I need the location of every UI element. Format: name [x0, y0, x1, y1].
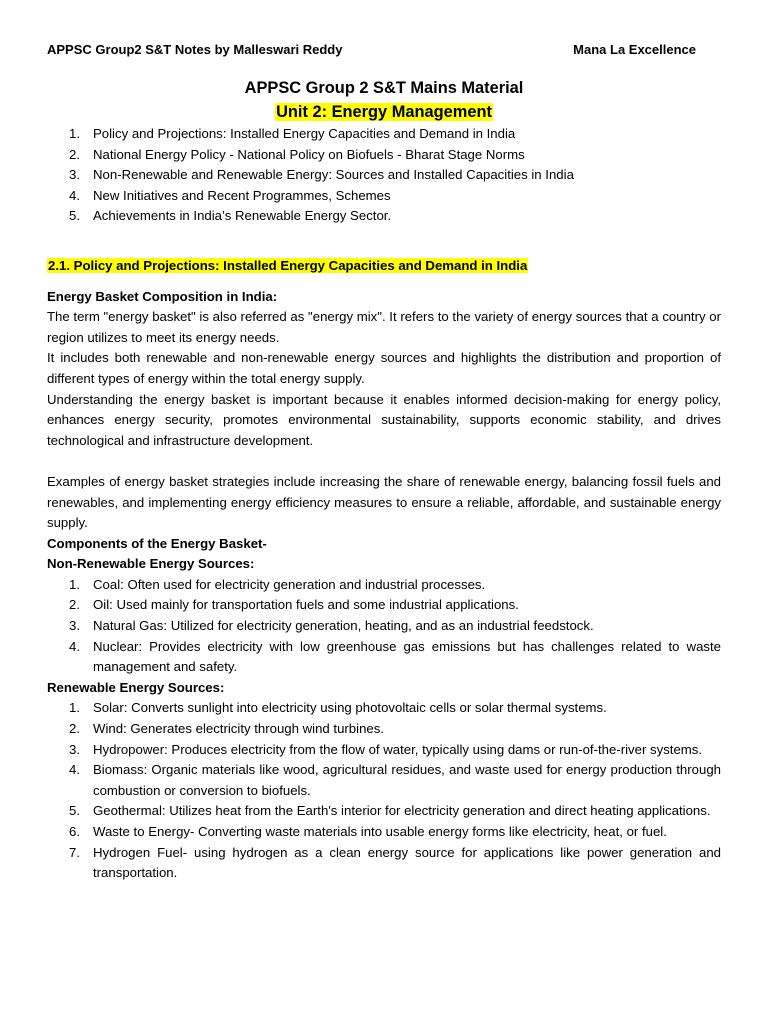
list-item-number: 3.	[69, 741, 80, 757]
list-item	[47, 575, 721, 596]
list-item	[47, 801, 721, 822]
list-item	[47, 760, 721, 801]
paragraph-gap	[47, 451, 721, 472]
list-item-text: Oil: Used mainly for transportation fuels and some industrial applications.	[93, 597, 519, 613]
toc-item-number: 1.	[69, 126, 80, 141]
non-renewable-list	[47, 575, 721, 678]
list-item-text: Natural Gas: Utilized for electricity generation, heating, and as an industrial feedstock.	[93, 618, 594, 634]
header-right: Mana La Excellence	[573, 42, 696, 57]
toc-item	[47, 165, 721, 186]
toc-list	[47, 124, 721, 227]
renewable-heading: Renewable Energy Sources:	[47, 679, 225, 695]
energy-basket-heading: Energy Basket Composition in India:	[47, 288, 278, 304]
unit-title: Unit 2: Energy Management	[276, 103, 492, 121]
energy-basket-paragraph-4: Examples of energy basket strategies include increasing the share of renewable energy, balancing fossil fuels and renewables, and implementing energy efficiency measures to ensure a reliable, affordable, and sustainable energy supply.	[47, 473, 721, 531]
list-item	[47, 637, 721, 678]
non-renewable-heading: Non-Renewable Energy Sources:	[47, 556, 255, 572]
list-item-number: 6.	[69, 824, 80, 839]
energy-basket-paragraph-2: It includes both renewable and non-renewable energy sources and highlights the distribution and proportion of different types of energy within the total energy supply.	[47, 350, 721, 386]
list-item	[47, 595, 721, 616]
toc-item-text: New Initiatives and Recent Programmes, Schemes	[93, 187, 391, 203]
list-item-text: Biomass: Organic materials like wood, agricultural residues, and waste used for energy production through combustion or conversion to biofuels.	[93, 762, 721, 798]
list-item-text: Wind: Generates electricity through wind turbines.	[93, 721, 384, 737]
header-left: APPSC Group2 S&T Notes by Malleswari Reddy	[47, 42, 343, 57]
toc-item	[47, 145, 721, 166]
toc-item-number: 5.	[69, 208, 80, 224]
list-item-text: Hydrogen Fuel- using hydrogen as a clean energy source for applications like power generation and transportation.	[93, 844, 721, 881]
list-item-text: Nuclear: Provides electricity with low greenhouse gas emissions but has challenges related to waste management and safety.	[93, 638, 721, 675]
toc-item	[47, 206, 721, 227]
list-item-number: 3.	[69, 618, 80, 634]
list-item	[47, 843, 721, 884]
list-item	[47, 719, 721, 740]
energy-basket-paragraph-3: Understanding the energy basket is important because it enables informed decision-making for energy policy, enhances energy security, promotes environmental sustainability, supports economic stability, and drives technological and infrastructure development.	[47, 391, 721, 448]
toc-item-number: 4.	[69, 187, 80, 203]
page-header	[47, 40, 721, 60]
toc-item	[47, 186, 721, 207]
unit-title-wrap	[47, 101, 721, 123]
list-item-text: Hydropower: Produces electricity from the flow of water, typically using dams or run-of-the-river systems.	[93, 741, 703, 757]
list-item-number: 5.	[69, 803, 80, 819]
list-item-number: 2.	[69, 597, 80, 613]
list-item-number: 7.	[69, 844, 80, 860]
components-heading: Components of the Energy Basket-	[47, 535, 267, 551]
list-item-number: 4.	[69, 638, 80, 654]
list-item	[47, 740, 721, 761]
toc-item-text: Policy and Projections: Installed Energy Capacities and Demand in India	[93, 126, 516, 141]
list-item-number: 4.	[69, 762, 80, 778]
list-item-text: Solar: Converts sunlight into electricity using photovoltaic cells or solar thermal systems.	[93, 700, 607, 716]
energy-basket-paragraph-1: The term "energy basket" is also referred as "energy mix". It refers to the variety of energy sources that a country or region utilizes to meet its energy needs.	[47, 309, 721, 345]
list-item-text: Waste to Energy- Converting waste materials into usable energy forms like electricity, heat, or fuel.	[93, 824, 667, 839]
toc-item	[47, 124, 721, 145]
section-heading: 2.1. Policy and Projections: Installed Energy Capacities and Demand in India	[48, 257, 528, 273]
list-item	[47, 822, 721, 843]
section-heading-wrap	[47, 256, 721, 277]
renewable-list	[47, 698, 721, 883]
list-item	[47, 616, 721, 637]
toc-item-text: National Energy Policy - National Policy on Biofuels - Bharat Stage Norms	[93, 146, 525, 162]
list-item-text: Coal: Often used for electricity generation and industrial processes.	[93, 576, 486, 592]
toc-item-text: Non-Renewable and Renewable Energy: Sources and Installed Capacities in India	[93, 167, 574, 183]
document-page	[47, 40, 721, 884]
toc-item-text: Achievements in India’s Renewable Energy Sector.	[93, 208, 392, 224]
list-item-number: 1.	[69, 576, 80, 592]
document-title: APPSC Group 2 S&T Mains Material	[244, 79, 524, 97]
toc-item-number: 3.	[69, 167, 80, 183]
list-item-text: Geothermal: Utilizes heat from the Earth's interior for electricity generation and direct heating applications.	[93, 803, 711, 819]
toc-item-number: 2.	[69, 146, 80, 162]
list-item	[47, 698, 721, 719]
list-item-number: 2.	[69, 721, 80, 737]
list-item-number: 1.	[69, 700, 80, 716]
